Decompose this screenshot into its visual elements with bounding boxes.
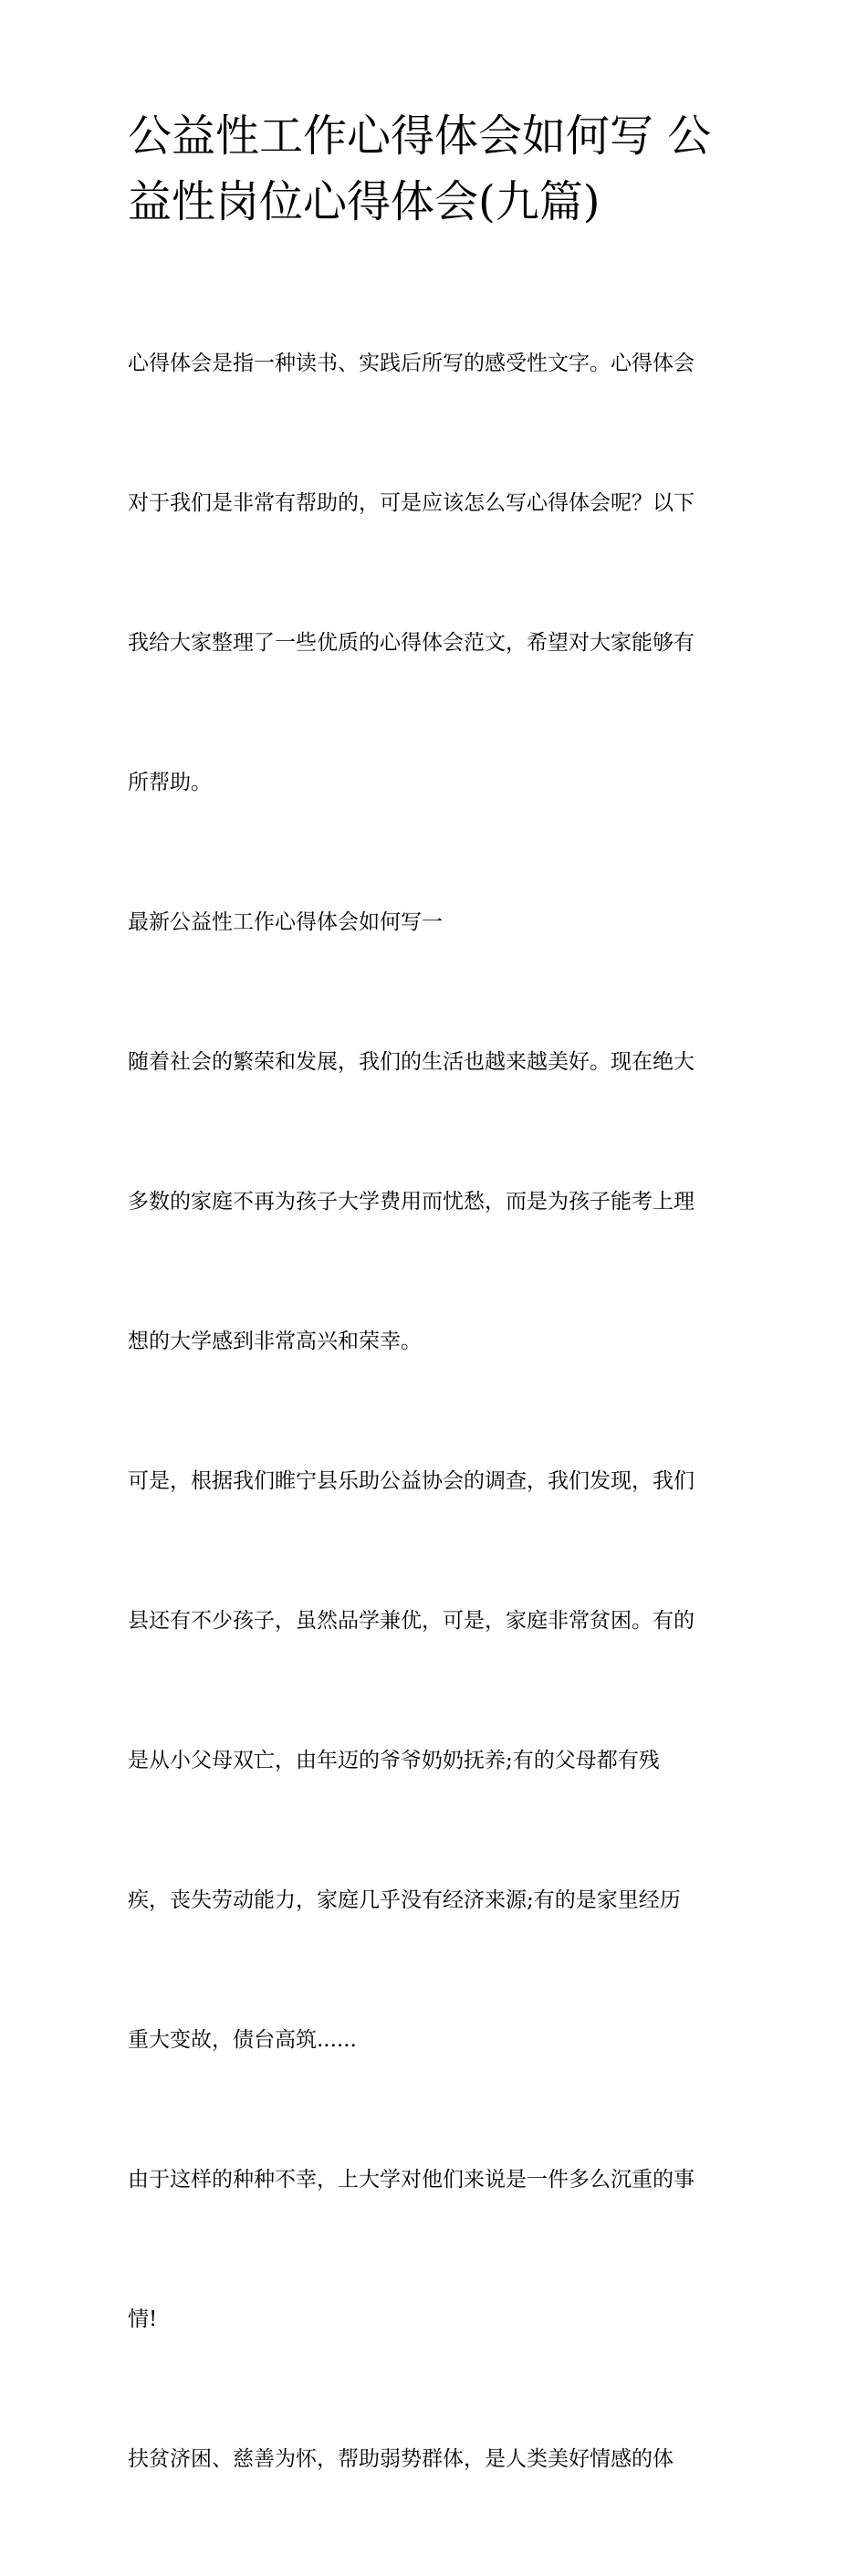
text-line: 对于我们是非常有帮助的，可是应该怎么写心得体会呢？以下 [128, 491, 695, 515]
text-line: 所帮助。 [128, 771, 212, 794]
text-block [128, 247, 744, 2576]
title-line: 益性岗位心得体会(九篇) [128, 176, 601, 227]
text-line: 可是，根据我们睢宁县乐助公益协会的调查，我们发现，我们 [128, 1469, 695, 1493]
text-line: 心得体会是指一种读书、实践后所写的感受性文字。心得体会 [128, 352, 695, 375]
title-line: 公益性工作心得体会如何写 公 [128, 110, 712, 162]
text-line: 情! [128, 2308, 158, 2331]
title-text [128, 103, 744, 235]
document-title [128, 103, 744, 235]
text-line: 是从小父母双亡，由年迈的爷爷奶奶抚养;有的父母都有残 [128, 1749, 660, 1772]
text-line: 重大变故，债台高筑...... [128, 2028, 357, 2052]
text-line: 多数的家庭不再为孩子大学费用而忧愁，而是为孩子能考上理 [128, 1190, 695, 1214]
text-line: 扶贫济困、慈善为怀，帮助弱势群体，是人类美好情感的体 [128, 2447, 674, 2471]
text-line: 想的大学感到非常高兴和荣幸。 [128, 1330, 422, 1353]
text-line: 随着社会的繁荣和发展，我们的生活也越来越美好。现在绝大 [128, 1050, 695, 1074]
document-body [128, 103, 744, 2576]
text-line: 县还有不少孩子，虽然品学兼优，可是，家庭非常贫困。有的 [128, 1609, 695, 1633]
text-line: 我给大家整理了一些优质的心得体会范文，希望对大家能够有 [128, 631, 695, 655]
text-line: 由于这样的种种不幸，上大学对他们来说是一件多么沉重的事 [128, 2168, 695, 2192]
text-line: 疾，丧失劳动能力，家庭几乎没有经济来源;有的是家里经历 [128, 1888, 681, 1912]
section-heading: 最新公益性工作心得体会如何写一 [128, 910, 443, 934]
